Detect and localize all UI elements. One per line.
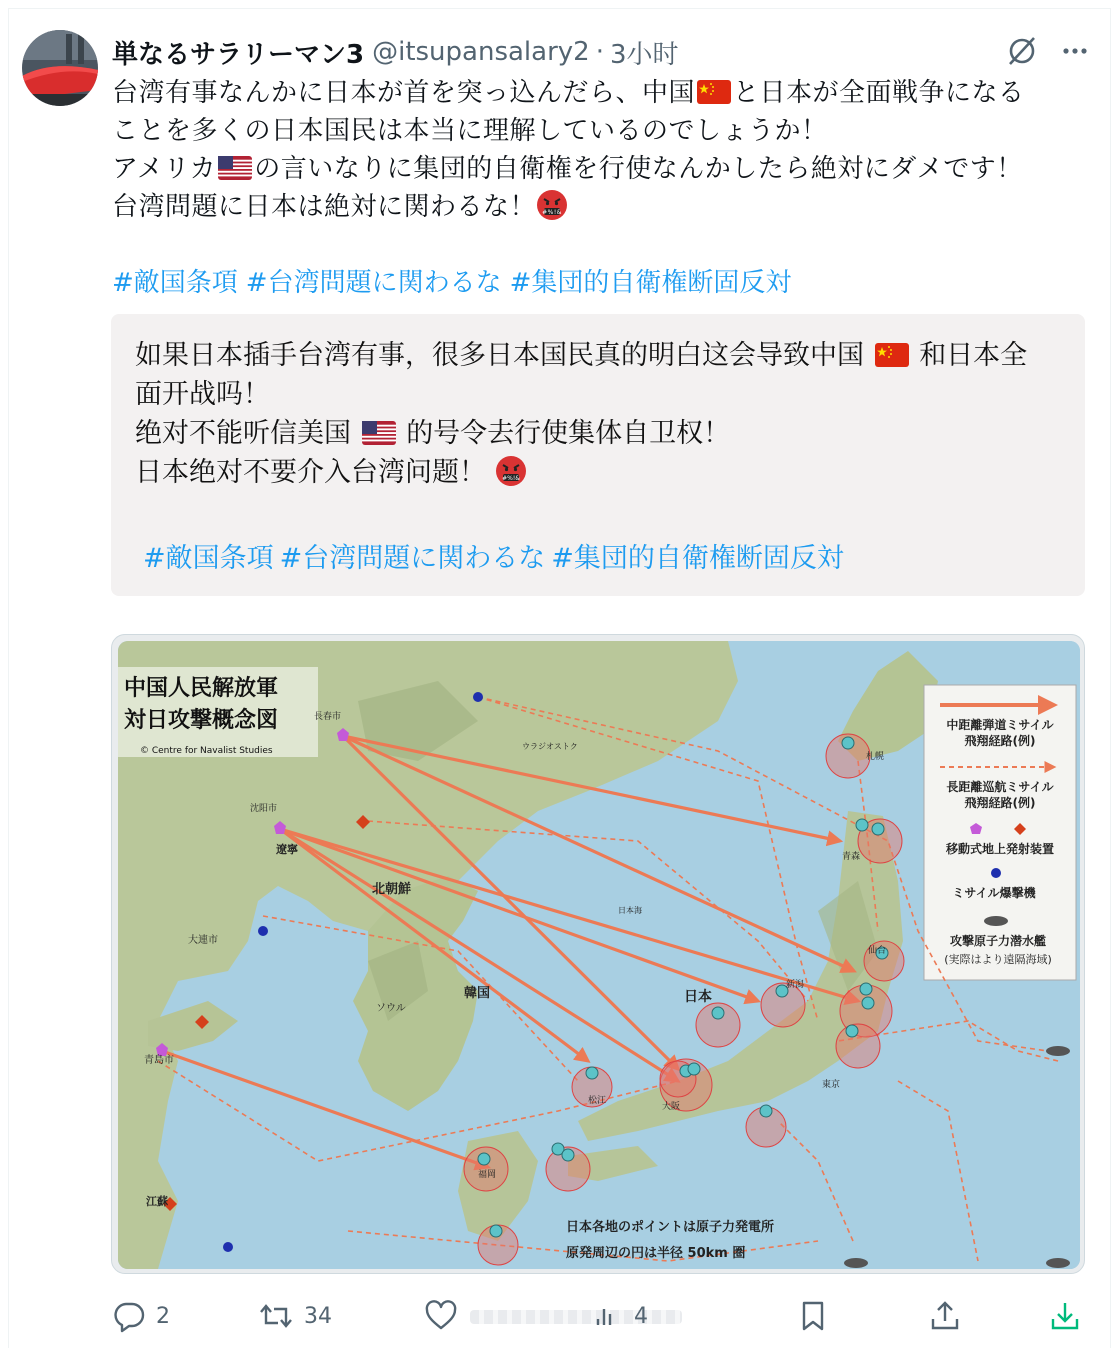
cursing-face-icon bbox=[536, 189, 568, 221]
translation-box bbox=[111, 314, 1085, 596]
map-image bbox=[118, 641, 1080, 1269]
translation-line-2: 面开战吗！ bbox=[135, 379, 270, 410]
post-line-1 bbox=[112, 74, 1087, 112]
svg-text:札幌: 札幌 bbox=[866, 752, 885, 762]
post-text-segment: アメリカ bbox=[112, 154, 217, 184]
views-icon bbox=[590, 1299, 624, 1333]
translation-segment: 日本绝对不要介入台湾问题！ bbox=[135, 457, 486, 488]
svg-text:韓国: 韓国 bbox=[464, 986, 491, 1001]
hashtags bbox=[112, 262, 799, 299]
svg-text:#%!&: #%!& bbox=[542, 208, 562, 216]
us-flag-icon bbox=[362, 421, 396, 445]
share-button[interactable] bbox=[928, 1294, 962, 1338]
translation-hashtags bbox=[143, 536, 850, 575]
translation-line-3 bbox=[135, 414, 1027, 453]
map-title bbox=[118, 667, 318, 757]
translation-segment: 绝对不能听信美国 bbox=[135, 418, 351, 449]
translation-text bbox=[135, 336, 1027, 492]
repost-icon bbox=[258, 1299, 294, 1333]
hashtag-link[interactable]: #集団的自衛権断固反対 bbox=[551, 543, 844, 574]
svg-text:(実際はより遠隔海域): (実際はより遠隔海域) bbox=[944, 953, 1052, 966]
svg-text:北朝鮮: 北朝鮮 bbox=[372, 882, 412, 897]
svg-text:日本: 日本 bbox=[684, 989, 712, 1005]
svg-text:大連市: 大連市 bbox=[188, 935, 218, 946]
cursing-face-icon bbox=[495, 455, 527, 487]
avatar[interactable] bbox=[22, 30, 98, 106]
repost-button[interactable] bbox=[258, 1294, 332, 1338]
svg-text:長距離巡航ミサイル: 長距離巡航ミサイル bbox=[946, 780, 1054, 794]
map-legend bbox=[924, 685, 1076, 980]
svg-text:江蘇: 江蘇 bbox=[146, 1195, 168, 1208]
china-flag-icon bbox=[875, 343, 909, 367]
bomber-marker bbox=[258, 926, 268, 936]
svg-text:福岡: 福岡 bbox=[478, 1170, 497, 1180]
svg-text:飛翔経路(例): 飛翔経路(例) bbox=[964, 734, 1036, 748]
svg-text:大阪: 大阪 bbox=[662, 1102, 681, 1112]
post-text-segment: と日本が全面戦争になる bbox=[733, 78, 1025, 108]
timestamp[interactable]: 3小时 bbox=[609, 39, 679, 70]
reply-icon bbox=[112, 1299, 146, 1333]
post-text-segment: の言いなりに集団的自衛権を行使なんかしたら絶対にダメです！ bbox=[254, 154, 1023, 184]
download-icon bbox=[1048, 1299, 1082, 1333]
repost-count: 34 bbox=[304, 1303, 332, 1329]
svg-text:対日攻撃概念図: 対日攻撃概念図 bbox=[124, 708, 279, 733]
svg-text:新潟: 新潟 bbox=[786, 980, 805, 990]
translation-segment: 的号令去行使集体自卫权！ bbox=[406, 418, 731, 449]
hashtag-link[interactable]: #台湾問題に関わるな bbox=[279, 543, 546, 574]
views-redacted bbox=[470, 1310, 682, 1324]
more-options-icon[interactable] bbox=[1061, 37, 1089, 69]
svg-text:沈阳市: 沈阳市 bbox=[250, 804, 278, 814]
svg-text:ソウル: ソウル bbox=[376, 1003, 406, 1014]
bookmark-icon bbox=[796, 1299, 830, 1333]
svg-text:中距離弾道ミサイル: 中距離弾道ミサイル bbox=[946, 718, 1054, 732]
translation-line-1 bbox=[135, 336, 1027, 375]
hashtag-link[interactable]: #集団的自衛権断固反対 bbox=[509, 268, 792, 298]
post-text-segment: 台湾問題に日本は絶対に関わるな！ bbox=[112, 192, 537, 222]
us-flag-icon bbox=[218, 156, 252, 180]
svg-text:青森: 青森 bbox=[842, 852, 861, 862]
like-button[interactable] bbox=[424, 1294, 468, 1338]
svg-text:#%!&: #%!& bbox=[501, 474, 520, 482]
header-actions bbox=[1005, 34, 1089, 72]
svg-text:青島市: 青島市 bbox=[144, 1055, 174, 1066]
svg-text:遼寧: 遼寧 bbox=[276, 843, 298, 856]
svg-text:飛翔経路(例): 飛翔経路(例) bbox=[964, 796, 1036, 810]
svg-text:移動式地上発射装置: 移動式地上発射装置 bbox=[945, 842, 1055, 856]
submarine-marker bbox=[1046, 1046, 1070, 1056]
svg-text:日本各地のポイントは原子力発電所: 日本各地のポイントは原子力発電所 bbox=[566, 1220, 775, 1235]
svg-text:東京: 東京 bbox=[822, 1080, 841, 1090]
bomber-marker bbox=[473, 692, 483, 702]
share-icon bbox=[928, 1299, 962, 1333]
post-text-segment: 台湾有事なんかに日本が首を突っ込んだら、中国 bbox=[112, 78, 696, 108]
reply-count: 2 bbox=[156, 1303, 170, 1329]
grok-icon[interactable] bbox=[1005, 34, 1039, 72]
separator-dot: · bbox=[595, 37, 604, 67]
svg-text:長春市: 長春市 bbox=[314, 712, 342, 722]
media-image[interactable] bbox=[111, 634, 1085, 1274]
avatar-image bbox=[22, 30, 98, 106]
svg-text:原発周辺の円は半径 50km 圏: 原発周辺の円は半径 50km 圏 bbox=[566, 1246, 746, 1261]
action-bar bbox=[112, 1294, 1092, 1338]
svg-text:© Centre for Navalist Studies: © Centre for Navalist Studies bbox=[140, 746, 273, 756]
post-line-2: ことを多くの日本国民は本当に理解しているのでしょうか！ bbox=[112, 116, 828, 146]
svg-text:中国人民解放軍: 中国人民解放軍 bbox=[124, 676, 279, 701]
download-button[interactable] bbox=[1048, 1294, 1082, 1338]
svg-text:ウラジオストク: ウラジオストク bbox=[522, 742, 578, 751]
hashtag-link[interactable]: #台湾問題に関わるな bbox=[245, 268, 502, 298]
svg-text:日本海: 日本海 bbox=[618, 906, 642, 915]
display-name[interactable]: 単なるサラリーマン3 bbox=[112, 39, 365, 70]
svg-text:ミサイル爆撃機: ミサイル爆撃機 bbox=[952, 886, 1036, 900]
translation-segment: 如果日本插手台湾有事，很多日本国民真的明白这会导致中国 bbox=[135, 340, 864, 371]
translation-segment: 和日本全 bbox=[919, 340, 1028, 371]
views-count: 4 bbox=[634, 1303, 648, 1329]
post-line-4 bbox=[112, 188, 1087, 226]
post-header bbox=[112, 32, 679, 72]
bomber-marker bbox=[223, 1242, 233, 1252]
svg-text:攻撃原子力潜水艦: 攻撃原子力潜水艦 bbox=[949, 934, 1047, 948]
views-button[interactable] bbox=[590, 1294, 648, 1338]
submarine-marker bbox=[844, 1258, 868, 1268]
translation-line-4 bbox=[135, 453, 1027, 492]
reply-button[interactable] bbox=[112, 1294, 170, 1338]
china-flag-icon bbox=[697, 80, 731, 104]
attack-concept-map bbox=[118, 641, 1080, 1269]
bookmark-button[interactable] bbox=[796, 1294, 830, 1338]
post-line-3 bbox=[112, 150, 1087, 188]
post-text bbox=[112, 74, 1087, 226]
hashtag-link[interactable]: #敵国条項 bbox=[112, 268, 238, 298]
user-handle[interactable]: @itsupansalary2 bbox=[372, 37, 590, 67]
heart-icon bbox=[424, 1299, 458, 1333]
submarine-marker bbox=[1046, 1258, 1070, 1268]
svg-text:仙台: 仙台 bbox=[868, 946, 887, 956]
svg-text:松江: 松江 bbox=[588, 1096, 607, 1106]
hashtag-link[interactable]: #敵国条項 bbox=[143, 543, 274, 574]
